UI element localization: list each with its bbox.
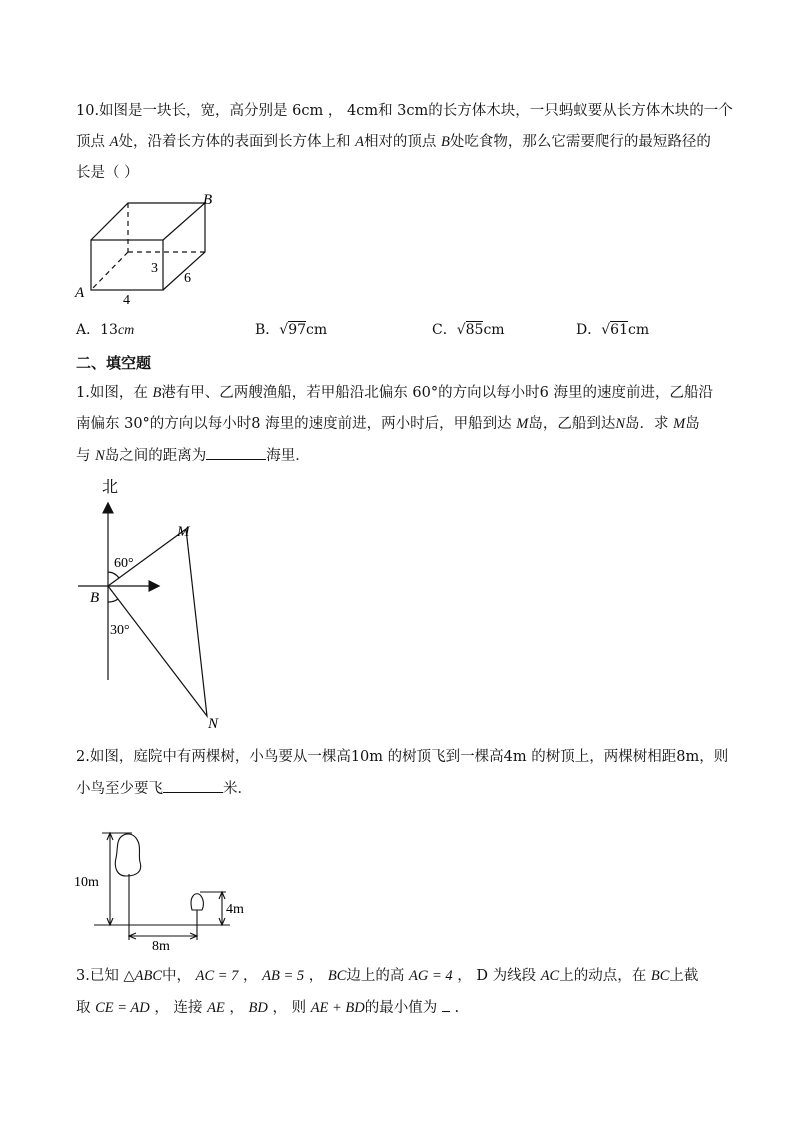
q3-line1-h: 上截 [669, 968, 699, 984]
q1-line3-b: 岛之间的距离为 [104, 448, 207, 464]
bc-ref: BC [327, 968, 347, 984]
point-n-label: N [208, 716, 219, 732]
q3-line1-a: 3.已知 [76, 968, 124, 984]
section-heading-fill-in: 二、填空题 [76, 354, 152, 372]
option-c-letter: C． [432, 322, 457, 338]
q1-line1-b: 港有甲、乙两艘渔船，若甲船沿北偏东 60°的方向以每小时6 海里的速度前进，乙船沿 [161, 385, 713, 401]
q3-line2-b: ， 连接 [149, 1000, 208, 1016]
option-b[interactable] [255, 320, 327, 340]
option-d-letter: D． [576, 322, 602, 338]
bd-ref: BD [248, 1000, 268, 1016]
island-n-ref-2: N [95, 448, 105, 464]
angle-60-label: 60° [114, 556, 134, 571]
answer-blank-q3[interactable] [442, 999, 450, 1012]
ce-equation: CE = AD [95, 1000, 150, 1016]
q3-line1-g: 上的动点，在 [559, 968, 651, 984]
option-a-unit: cm [117, 323, 135, 338]
q3-line2-c: ， [224, 1000, 249, 1016]
option-b-unit: cm [306, 322, 328, 338]
navigation-figure [70, 472, 250, 732]
q3-line1-f: ， D 为线段 [452, 968, 541, 984]
ac-equation: AC = 7 [195, 968, 239, 984]
q10-line2-mid: 处，沿着长方体的表面到长方体上和 [118, 134, 356, 150]
island-n-ref: N [615, 416, 626, 432]
sqrt-symbol: √ [601, 322, 611, 338]
option-a[interactable] [76, 320, 134, 341]
q2-line2 [76, 778, 252, 799]
option-d-unit: cm [627, 322, 650, 338]
option-a-letter: A． [76, 322, 101, 338]
island-m-ref-2: M [673, 416, 686, 432]
option-d-radicand: 61 [610, 322, 628, 338]
vertex-a-ref-2: A [355, 134, 364, 150]
q3-line2-a: 取 [76, 1000, 96, 1016]
q10-line2-pre: 顶点 [76, 134, 110, 150]
point-m-label: M [177, 524, 190, 540]
sqrt-symbol: √ [456, 322, 466, 338]
q1-line3-c: 海里． [266, 448, 310, 464]
q3-line1 [76, 966, 698, 986]
vertex-a-ref: A [109, 134, 119, 150]
ae-bd-sum: AE + BD [310, 1000, 365, 1016]
q3-line2-e: 的最小值为 [364, 1000, 438, 1016]
q1-line3-a: 与 [76, 448, 96, 464]
q1-line2-c: 岛．求 [625, 416, 674, 432]
option-b-radicand: 97 [288, 322, 307, 338]
q3-line1-c: ， [238, 968, 263, 984]
short-tree-crown [191, 894, 203, 910]
ab-equation: AB = 5 [262, 968, 305, 984]
tall-tree-crown [115, 834, 140, 876]
q2-line2-a: 小鸟至少要飞 [76, 781, 163, 797]
q1-line2-d: 岛 [685, 416, 700, 432]
distance-label: 8m [152, 939, 170, 953]
q3-line1-b: 中， [162, 968, 196, 984]
answer-blank-q1[interactable] [206, 445, 266, 460]
vertex-b-ref: B [441, 134, 450, 150]
q1-line1-a: 1.如图，在 [76, 385, 153, 401]
triangle-abc-ref: △ABC [123, 968, 162, 984]
q3-line2-f: . [449, 1000, 460, 1016]
cuboid-figure [70, 190, 230, 310]
angle-arc-60 [108, 572, 119, 578]
q2-line1: 2.如图，庭院中有两棵树，小鸟要从一棵高10m 的树顶飞到一棵高4m 的树顶上，两棵树相距8m，则 [76, 749, 729, 765]
option-d[interactable] [576, 320, 649, 340]
tall-height-label: 10m [74, 875, 99, 890]
q1-line2 [76, 414, 700, 434]
option-c-radicand: 85 [465, 322, 484, 338]
cuboid-label-height: 3 [151, 261, 158, 276]
q1-line3 [76, 445, 310, 466]
option-c[interactable] [432, 320, 505, 340]
cuboid-label-a: A [75, 285, 85, 301]
q1-line1 [76, 383, 713, 403]
bc-ref-2: BC [650, 968, 670, 984]
q10-line2-mid2: 相对的顶点 [363, 134, 442, 150]
q1-line2-a: 南偏东 30°的方向以每小时8 海里的速度前进，两小时后，甲船到达 [76, 416, 517, 432]
option-c-unit: cm [483, 322, 505, 338]
q10-line2-post: 处吃食物，那么它需要爬行的最短路径的 [449, 134, 711, 150]
short-height-label: 4m [226, 902, 244, 917]
cuboid-label-b: B [203, 192, 213, 208]
option-a-value: 13 [100, 322, 118, 338]
sqrt-symbol: √ [279, 322, 289, 338]
q10-line3: 长是（ ） [76, 165, 139, 181]
ag-equation: AG = 4 [409, 968, 453, 984]
angle-30-label: 30° [110, 623, 130, 638]
trees-figure [70, 828, 260, 953]
island-m-ref: M [516, 416, 529, 432]
q3-line1-e: 边上的高 [346, 968, 410, 984]
cuboid-top-face [91, 203, 205, 240]
q3-line2-d: ， 则 [267, 1000, 311, 1016]
cuboid-label-width: 6 [184, 271, 191, 286]
angle-arc-30 [108, 599, 118, 602]
q10-line1: 10.如图是一块长，宽，高分别是 6cm ， 4cm和 3cm的长方体木块，一只蚂蚁要从长方体木块的一个 [76, 103, 733, 119]
q10-line2 [76, 132, 711, 152]
cuboid-label-length: 4 [123, 293, 130, 308]
answer-blank-q2[interactable] [163, 778, 223, 793]
option-b-letter: B． [255, 322, 280, 338]
q3-line1-d: ， [304, 968, 328, 984]
ac-ref: AC [540, 968, 560, 984]
port-b-ref: B [152, 385, 162, 401]
north-label: 北 [102, 479, 119, 496]
ae-ref: AE [207, 1000, 225, 1016]
q2-line2-b: 米． [223, 781, 252, 797]
q1-line2-b: 岛，乙船到达 [528, 416, 616, 432]
point-b-label: B [90, 590, 100, 606]
q3-line2 [76, 998, 459, 1018]
